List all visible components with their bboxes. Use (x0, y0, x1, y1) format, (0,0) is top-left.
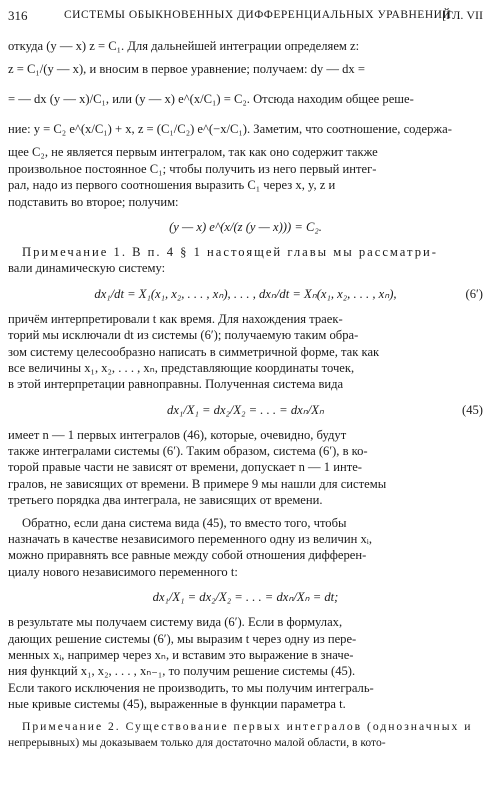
text-line: можно приравнять все равные между собой отношения дифферен- (8, 548, 367, 563)
chapter-title: СИСТЕМЫ ОБЫКНОВЕННЫХ ДИФФЕРЕНЦИАЛЬНЫХ УРАВНЕНИЙ (64, 9, 452, 21)
text-line: также интегралами системы (6′). Таким образом, система (6′), в ко- (8, 444, 368, 459)
text-line: назначать в качестве независимого переменного одну из величин xᵢ, (8, 532, 372, 547)
text-line: циалу нового независимого переменного t: (8, 564, 238, 579)
text-line: щее C₂, не является первым интегралом, так как оно содержит также (8, 145, 378, 160)
note-line: вали динамическую систему: (8, 261, 166, 276)
text-line: причём интерпретировали t как время. Для нахождения траек- (8, 311, 343, 326)
text-line: Обратно, если дана система вида (45), то вместо того, чтобы (22, 515, 347, 530)
equation-45 (8, 393, 483, 427)
text-line: откуда (y — x) z = C₁. Для дальнейшей интеграции определяем z: (8, 39, 360, 53)
text-line: произвольное постоянное C₁; чтобы получить из него первый интег- (8, 161, 377, 176)
text-line: зом систему целесообразно написать в симметричной форме, так как (8, 344, 380, 359)
text-line: гралов, не зависящих от времени. В примере 9 мы нашли для системы (8, 476, 387, 491)
text-line: в результате мы получаем систему вида (6′). Если в формулах, (8, 615, 343, 630)
text-line: рал, надо из первого соотношения выразить C₁ через x, y, z и (8, 178, 336, 193)
text-line: Если такого исключения не производить, то мы получим интеграль- (8, 680, 374, 695)
chapter-reference: [ГЛ. VII (442, 8, 483, 22)
equation-dt: dx₁/X₁ = dx₂/X₂ = . . . = dxₙ/Xₙ = dt; (152, 590, 339, 605)
equation-body: dx₁/dt = X₁(x₁, x₂, . . . , xₙ), . . . , dxₙ/dt = Xₙ(x₁, x₂, . . . , xₙ), (94, 286, 397, 301)
note-line: непрерывных) мы доказываем только для достаточно малой области, в кото- (8, 735, 386, 749)
text-line: торой правые части не зависят от времени, допускает n — 1 инте- (8, 460, 362, 475)
equation-number: (6′) (465, 286, 483, 301)
text-line: подставить во второе; получим: (8, 194, 179, 209)
note-line: Примечание 1. В п. 4 § 1 настоящей главы мы рассматри- (22, 244, 438, 259)
page-number: 316 (8, 8, 28, 23)
running-header (8, 6, 483, 26)
equation-6prime (8, 277, 483, 311)
equation-body: dx₁/X₁ = dx₂/X₂ = . . . = dxₙ/Xₙ (167, 402, 324, 417)
text-line: дающих решение системы (6′), мы выразим t через одну из пере- (8, 631, 357, 646)
text-line: все величины x₁, x₂, . . . , xₙ, представляющие координаты точек, (8, 360, 355, 375)
equation-display: (y — x) e^(x/(z (y — x))) = C₂. (169, 219, 322, 234)
text-line: имеет n — 1 первых интегралов (46), которые, очевидно, будут (8, 427, 347, 442)
text-line: торий мы исключали dt из системы (6′); получаемую таким обра- (8, 328, 359, 343)
text-line: z = C₁/(y — x), и вносим в первое уравнение; получаем: dy — dx = (8, 62, 365, 77)
text-line: третьего порядка два интеграла, не зависящих от времени. (8, 493, 323, 508)
note-line: Примечание 2. Существование первых интегралов (однозначных и (22, 719, 473, 733)
text-line: ния функций x₁, x₂, . . . , xₙ₋₁, то получим решение системы (45). (8, 664, 356, 679)
equation-number: (45) (462, 402, 483, 417)
text-line: менных xᵢ, например через xₙ, и вставим это выражение в значе- (8, 647, 354, 662)
text-line: в этой интерпретации равноправны. Полученная система вида (8, 377, 344, 392)
page-body (8, 38, 483, 751)
text-line: ные кривые системы (45), выраженные в функции параметра t. (8, 697, 346, 712)
text-line: ние: y = C₂ e^(x/C₁) + x, z = (C₁/C₂) e^(−x/C₁). Заметим, что соотношение, содержа- (8, 122, 452, 137)
text-line: = — dx (y — x)/C₁, или (y — x) e^(x/C₁) = C₂. Отсюда находим общее реше- (8, 92, 414, 107)
